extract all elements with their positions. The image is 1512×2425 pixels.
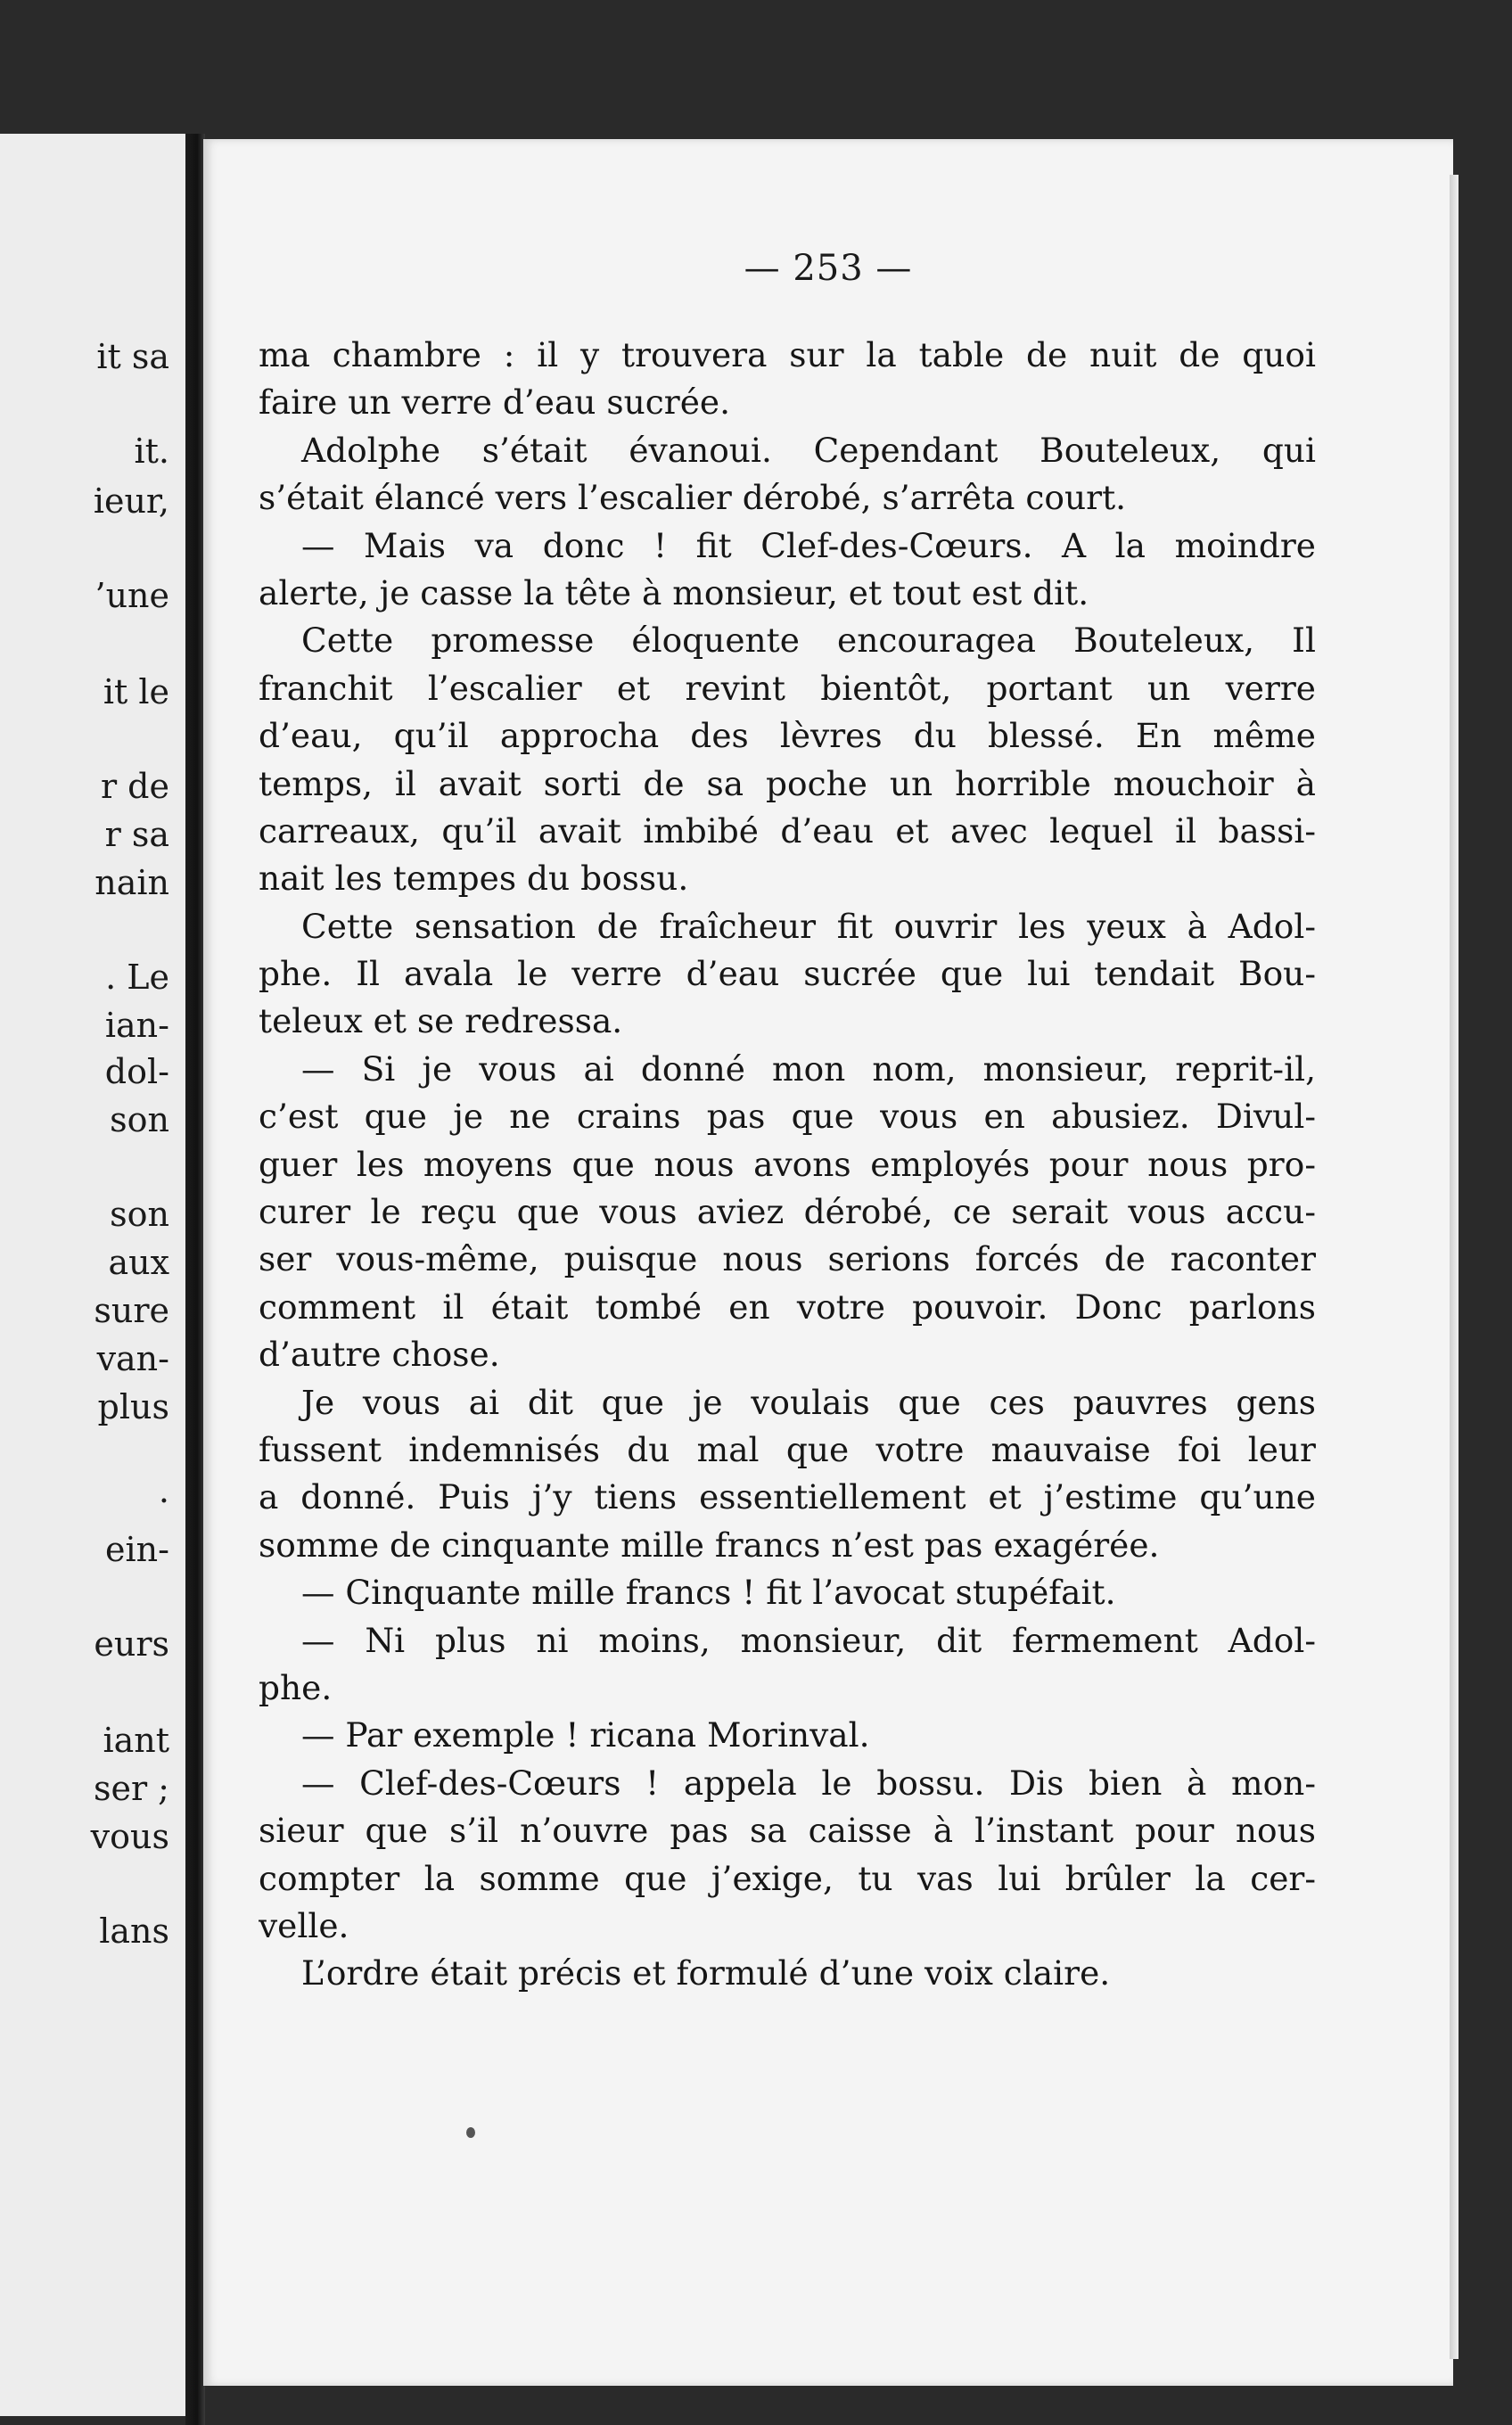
text-line: temps, il avait sorti de sa poche un horrible mouchoir à xyxy=(259,763,1316,803)
text-line: fussent indemnisés du mal que votre mauvaise foi leur xyxy=(259,1429,1316,1469)
left-fragment: vous xyxy=(90,1817,169,1856)
text-line: carreaux, qu’il avait imbibé d’eau et avec lequel il bassi- xyxy=(259,810,1316,851)
text-line: ser vous-même, puisque nous serions forcés de raconter xyxy=(259,1239,1316,1279)
text-line: Je vous ai dit que je voulais que ces pauvres gens xyxy=(301,1382,1316,1422)
text-line: comment il était tombé en votre pouvoir. Donc parlons xyxy=(259,1286,1316,1327)
text-line: somme de cinquante mille francs n’est pas exagérée. xyxy=(259,1525,1160,1565)
text-line: Adolphe s’était évanoui. Cependant Bouteleux, qui xyxy=(301,430,1316,470)
left-fragment: r de xyxy=(100,767,169,806)
left-fragment: plus xyxy=(97,1387,169,1426)
text-line: teleux et se redressa. xyxy=(259,1001,623,1041)
text-line: guer les moyens que nous avons employés pour nous pro- xyxy=(259,1144,1316,1184)
page-number: — 253 — xyxy=(744,248,913,289)
text-line: phe. xyxy=(259,1667,333,1707)
left-fragment: it sa xyxy=(96,337,169,376)
left-fragment: . Le xyxy=(105,958,169,997)
left-fragment: eurs xyxy=(94,1624,169,1664)
text-line: — Si je vous ai donné mon nom, monsieur, reprit-il, xyxy=(301,1048,1316,1089)
left-fragment: ieur, xyxy=(93,481,169,521)
page-edge xyxy=(1450,175,1459,2359)
text-line: — Ni plus ni moins, monsieur, dit fermement Adol- xyxy=(301,1620,1316,1660)
text-line: — Mais va donc ! fit Clef-des-Cœurs. A la moindre xyxy=(301,525,1316,565)
text-line: — Clef-des-Cœurs ! appela le bossu. Dis bien à mon- xyxy=(301,1763,1316,1803)
text-line: compter la somme que j’exige, tu vas lui brûler la cer- xyxy=(259,1858,1316,1898)
left-fragment: son xyxy=(110,1195,169,1234)
text-line: nait les tempes du bossu. xyxy=(259,859,689,899)
text-line: velle. xyxy=(259,1905,349,1945)
text-line: d’eau, qu’il approcha des lèvres du blessé. En même xyxy=(259,716,1316,756)
text-line: alerte, je casse la tête à monsieur, et tout est dit. xyxy=(259,572,1089,612)
page-text xyxy=(259,332,1316,1998)
previous-page-fragment xyxy=(0,134,185,2416)
left-fragment: ser ; xyxy=(93,1769,169,1808)
text-line: Cette promesse éloquente encouragea Bouteleux, Il xyxy=(301,621,1316,661)
text-line: curer le reçu que vous aviez dérobé, ce serait vous accu- xyxy=(259,1192,1316,1232)
text-line: phe. Il avala le verre d’eau sucrée que lui tendait Bou- xyxy=(259,954,1316,994)
left-fragment: van- xyxy=(96,1339,169,1378)
left-fragment: . xyxy=(158,1471,169,1510)
left-fragment: nain xyxy=(94,863,169,902)
left-fragment: son xyxy=(110,1100,169,1139)
text-line: ma chambre : il y trouvera sur la table de nuit de quoi xyxy=(259,335,1316,374)
left-fragment: lans xyxy=(99,1911,169,1951)
left-fragment: ’une xyxy=(94,576,169,615)
left-fragment: aux xyxy=(108,1243,169,1282)
text-line: — Cinquante mille francs ! fit l’avocat stupéfait. xyxy=(301,1573,1116,1613)
left-fragment: sure xyxy=(94,1291,169,1330)
text-line: L’ordre était précis et formulé d’une voix claire. xyxy=(301,1953,1111,1993)
left-fragment: r sa xyxy=(104,815,169,854)
book-gutter xyxy=(185,134,205,2425)
left-fragment: ian- xyxy=(104,1006,169,1045)
text-line: — Par exemple ! ricana Morinval. xyxy=(301,1715,870,1755)
text-line: franchit l’escalier et revint bientôt, portant un verre xyxy=(259,668,1316,708)
text-line: s’était élancé vers l’escalier dérobé, s’arrêta court. xyxy=(259,478,1127,518)
text-line: c’est que je ne crains pas que vous en abusiez. Divul- xyxy=(259,1097,1316,1137)
text-line: a donné. Puis j’y tiens essentiellement et j’estime qu’une xyxy=(259,1477,1316,1517)
left-fragment: iant xyxy=(103,1721,169,1760)
left-fragment: it le xyxy=(103,672,169,711)
left-fragment: it. xyxy=(134,432,169,471)
left-fragment: ein- xyxy=(105,1530,169,1569)
ink-dot xyxy=(466,2127,475,2138)
book-page xyxy=(203,139,1453,2386)
text-line: sieur que s’il n’ouvre pas sa caisse à l’instant pour nous xyxy=(259,1811,1316,1851)
text-line: faire un verre d’eau sucrée. xyxy=(259,382,731,423)
left-fragment: dol- xyxy=(104,1052,169,1091)
text-line: Cette sensation de fraîcheur fit ouvrir les yeux à Adol- xyxy=(301,906,1316,946)
text-line: d’autre chose. xyxy=(259,1335,500,1375)
